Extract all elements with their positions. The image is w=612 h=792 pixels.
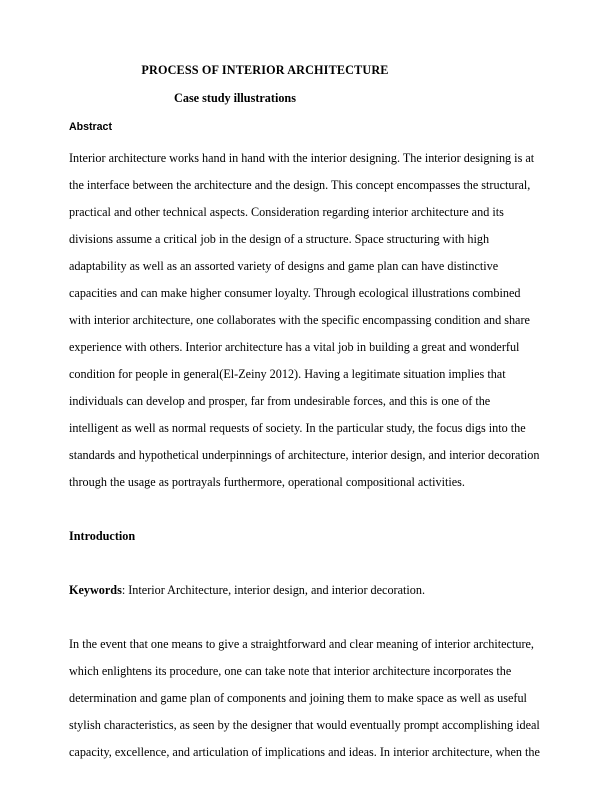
page-subtitle: Case study illustrations (174, 91, 296, 105)
document-content (69, 62, 541, 766)
page-title: PROCESS OF INTERIOR ARCHITECTURE (141, 63, 389, 77)
introduction-heading: Introduction (69, 529, 136, 543)
keywords-spacer (69, 550, 541, 577)
keywords-value: : Interior Architecture, interior design, and interior decoration. (121, 583, 426, 597)
section-spacer (69, 496, 541, 523)
abstract-paragraph: Interior architecture works hand in hand with the interior designing. The interior designing is at the interface between the architecture and the design. This concept encompasses the structural, practical and other technical aspects. Consideration regarding interior architecture and its divisions assume a critical job in the design of a structure. Space structuring with high adaptability as well as an assorted variety of designs and game plan can have distinctive capacities and can make higher consumer loyalty. Through ecological illustrations combined with interior architecture, one collaborates with the specific encompassing condition and share experience with others. Interior architecture has a vital job in building a great and wonderful condition for people in general(El-Zeiny 2012). Having a legitimate situation implies that individuals can develop and prosper, far from undesirable forces, and this is one of the intelligent as well as normal requests of society. In the particular study, the focus digs into the standards and hypothetical underpinnings of architecture, interior design, and interior decoration through the usage as portrayals furthermore, operational compositional activities. (69, 151, 540, 489)
keywords-label: Keywords (69, 583, 122, 597)
keywords-line (69, 577, 541, 604)
intro-body-spacer (69, 604, 541, 631)
introduction-paragraph: In the event that one means to give a straightforward and clear meaning of interior architecture, which enlightens its procedure, one can take note that interior architecture incorporates the determination and game plan of components and joining them to make space as well as useful stylish characteristics, as seen by the designer that would eventually prompt accomplishing ideal capacity, excellence, and articulation of implications and ideas. In interior architecture, when the (69, 637, 540, 759)
abstract-heading: Abstract (69, 121, 112, 133)
